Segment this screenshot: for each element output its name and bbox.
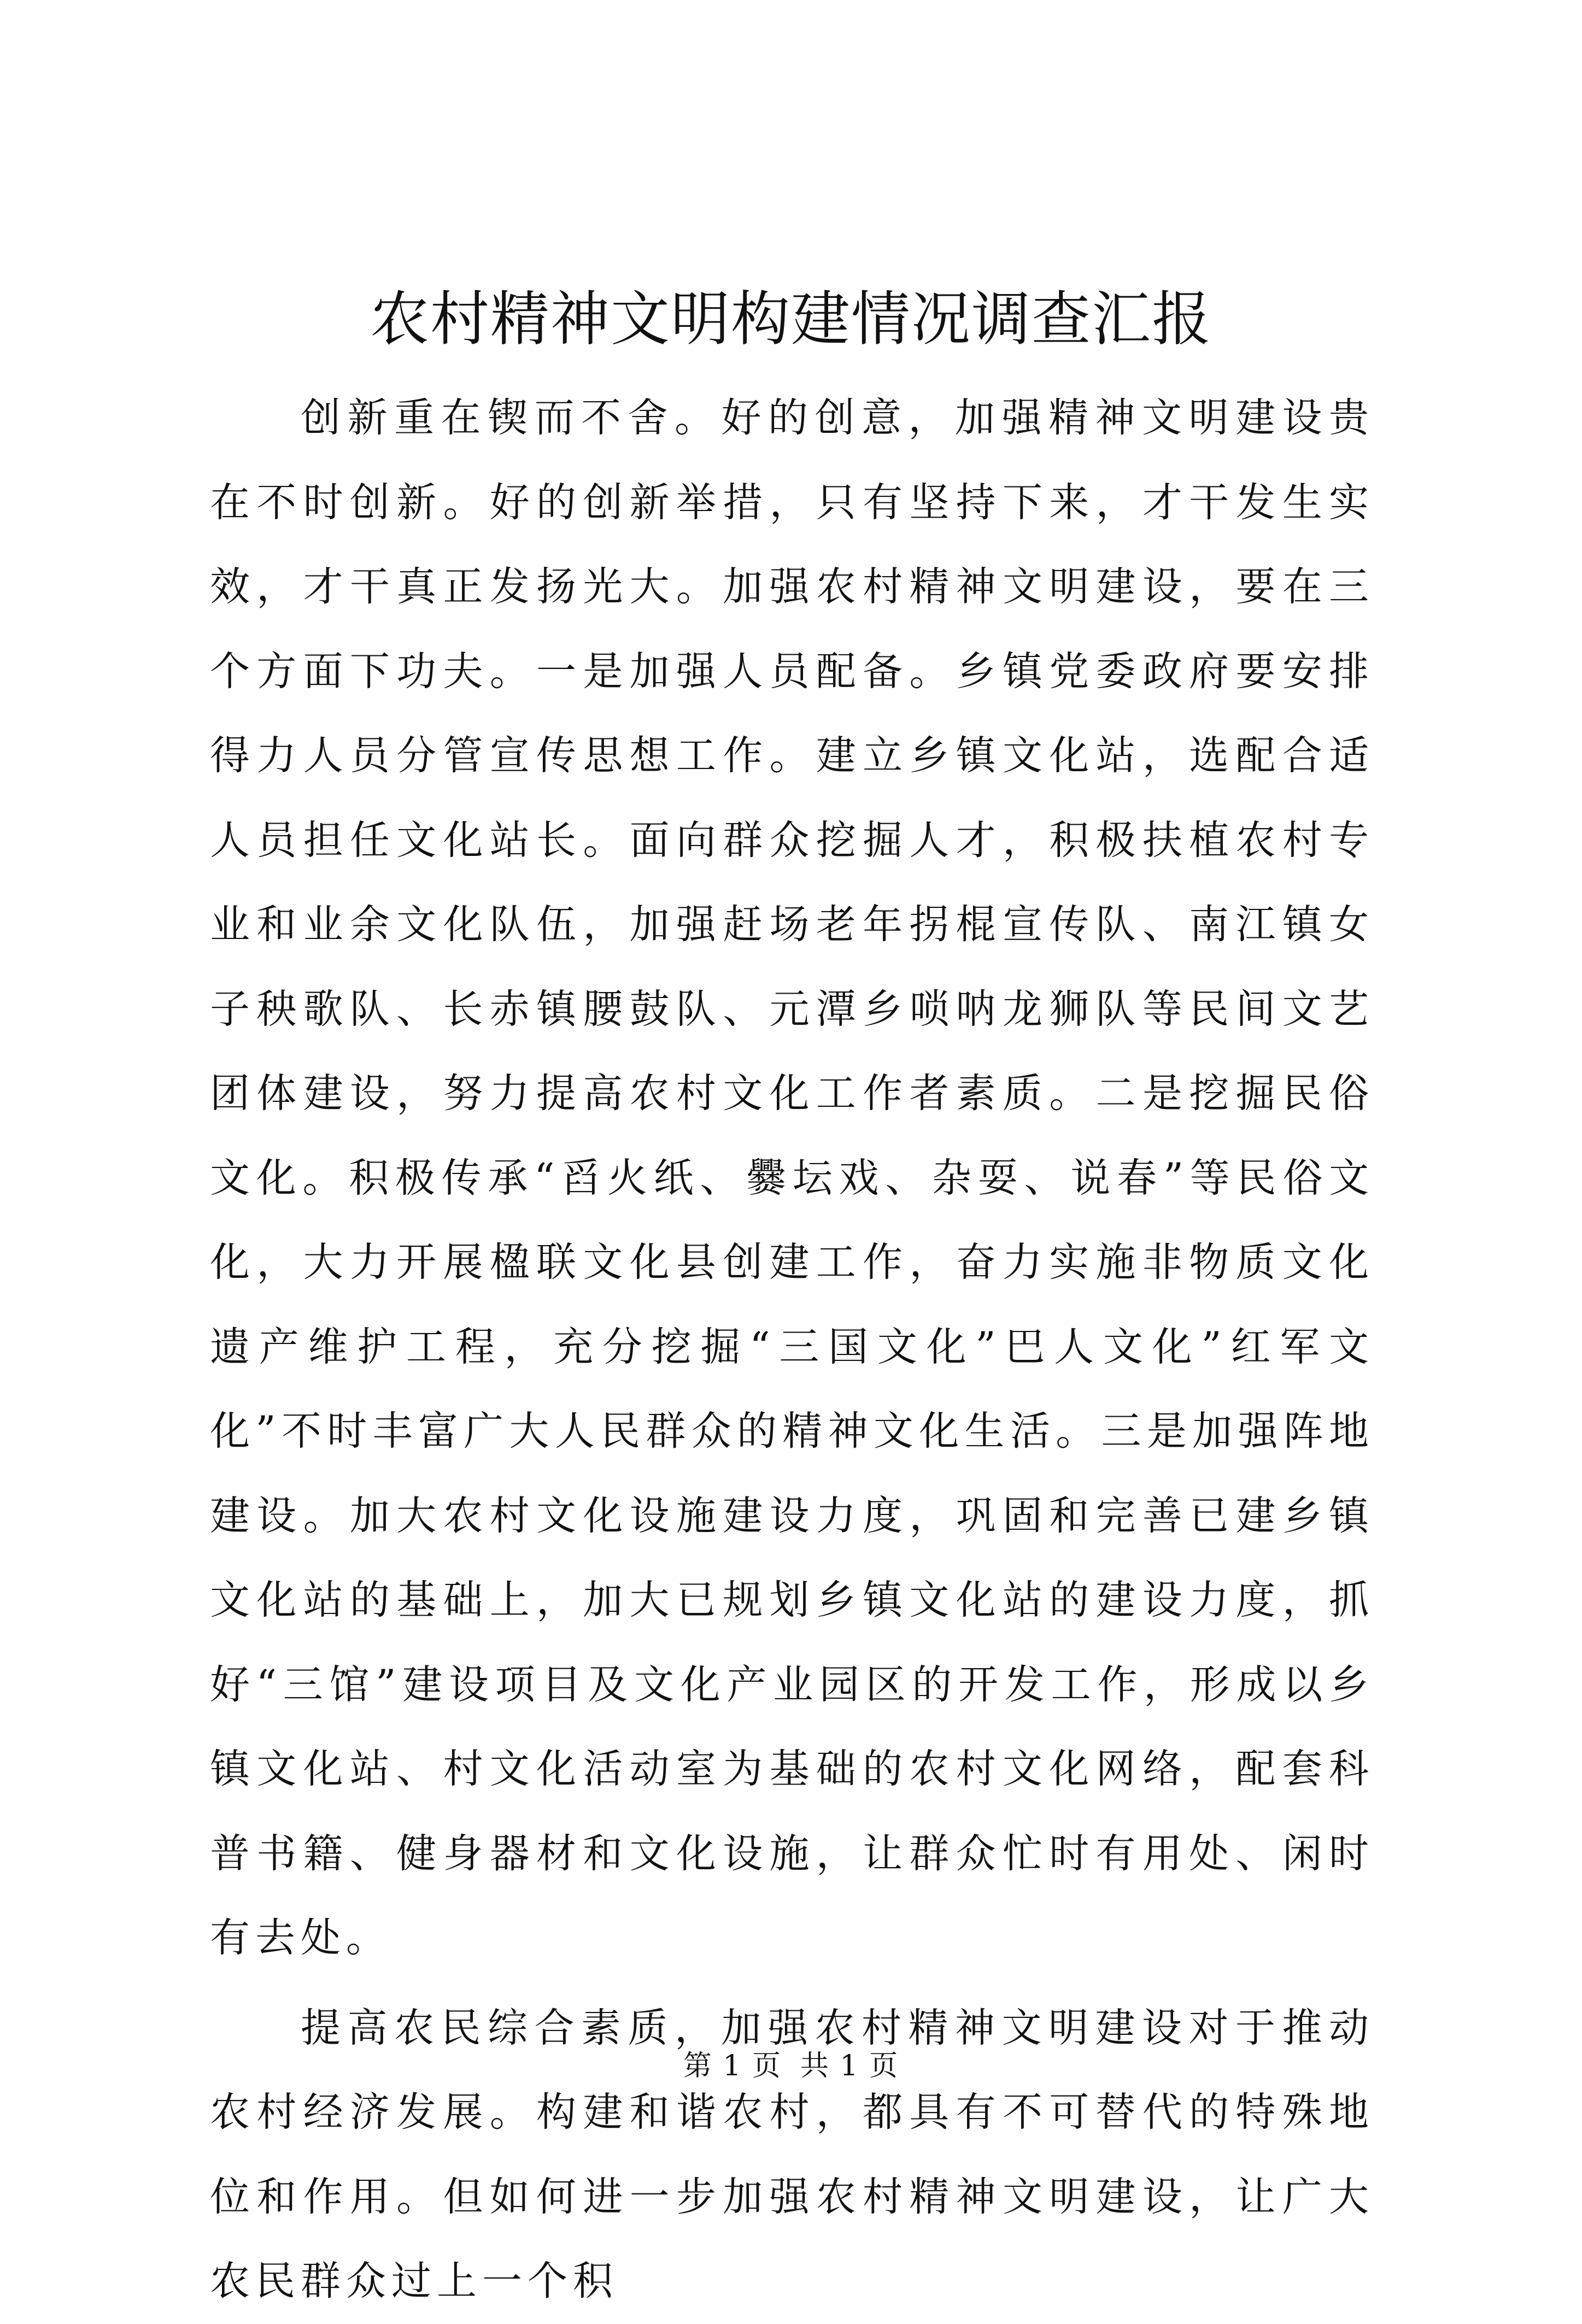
page-number-total: 共 1 页: [800, 2050, 899, 2082]
document-title: 农村精神文明构建情况调查汇报: [370, 285, 1212, 354]
page-footer: [0, 2047, 1582, 2085]
body-paragraph-2: 提高农民综合素质，加强农村精神文明建设对于推动农村经济发展。构建和谐农村，都具有不可替代的特殊地位和作用。但如何进一步加强农村精神文明建设，让广大农民群众过上一个积: [210, 2004, 1374, 2304]
document-body: [210, 376, 1374, 2324]
page-number-current: 第 1 页: [683, 2050, 782, 2082]
body-paragraph-1: 创新重在锲而不舍。好的创意，加强精神文明建设贵在不时创新。好的创新举措，只有坚持下来，才干发生实效，才干真正发扬光大。加强农村精神文明建设，要在三个方面下功夫。一是加强人员配备。乡镇党委政府要安排得力人员分管宣传思想工作。建立乡镇文化站，选配合适人员担任文化站长。面向群众挖掘人才，积极扶植农村专业和业余文化队伍，加强赶场老年拐棍宣传队、南江镇女子秧歌队、长赤镇腰鼓队、元潭乡唢呐龙狮队等民间文艺团体建设，努力提高农村文化工作者素质。二是挖掘民俗文化。积极传承“舀火纸、爨坛戏、杂耍、说春”等民俗文化，大力开展楹联文化县创建工作，奋力实施非物质文化遗产维护工程，充分挖掘“三国文化”巴人文化”红军文化”不时丰富广大人民群众的精神文化生活。三是加强阵地建设。加大农村文化设施建设力度，巩固和完善已建乡镇文化站的基础上，加大已规划乡镇文化站的建设力度，抓好“三馆”建设项目及文化产业园区的开发工作，形成以乡镇文化站、村文化活动室为基础的农村文化网络，配套科普书籍、健身器材和文化设施，让群众忙时有用处、闲时有去处。: [210, 395, 1374, 1961]
